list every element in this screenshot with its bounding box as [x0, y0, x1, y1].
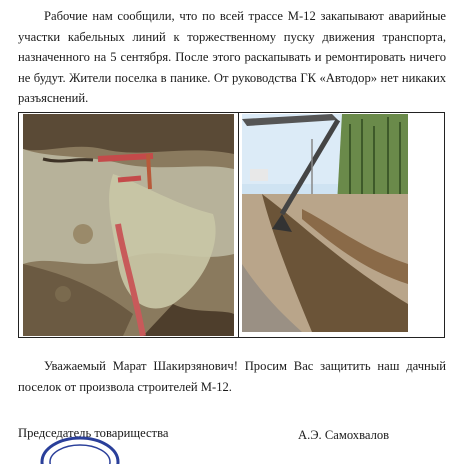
body-paragraph-1: Рабочие нам сообщили, что по всей трассе М-12 закапывают аварийные участки кабельных линий к торжественному пуску движения транспорта, назначенного на 5 сентября. После этого раскапывать и ремонтировать ничего не будут. Жители поселка в панике. От руководства ГК «Автодор» нет никаких разъяснений.	[18, 9, 446, 106]
signature-name: А.Э. Самохвалов	[298, 428, 390, 442]
excavated-cables-photo	[23, 114, 234, 336]
photo-table	[18, 112, 445, 338]
body-paragraph-2: Уважаемый Марат Шакирзянович! Просим Вас защитить наш дачный поселок от произвола строителей М-12.	[18, 359, 446, 394]
table-divider	[238, 113, 239, 337]
stamp-seal	[40, 434, 120, 464]
signature-position-label: Председатель товарищества	[18, 426, 169, 440]
highway-trench-photo	[242, 114, 408, 332]
